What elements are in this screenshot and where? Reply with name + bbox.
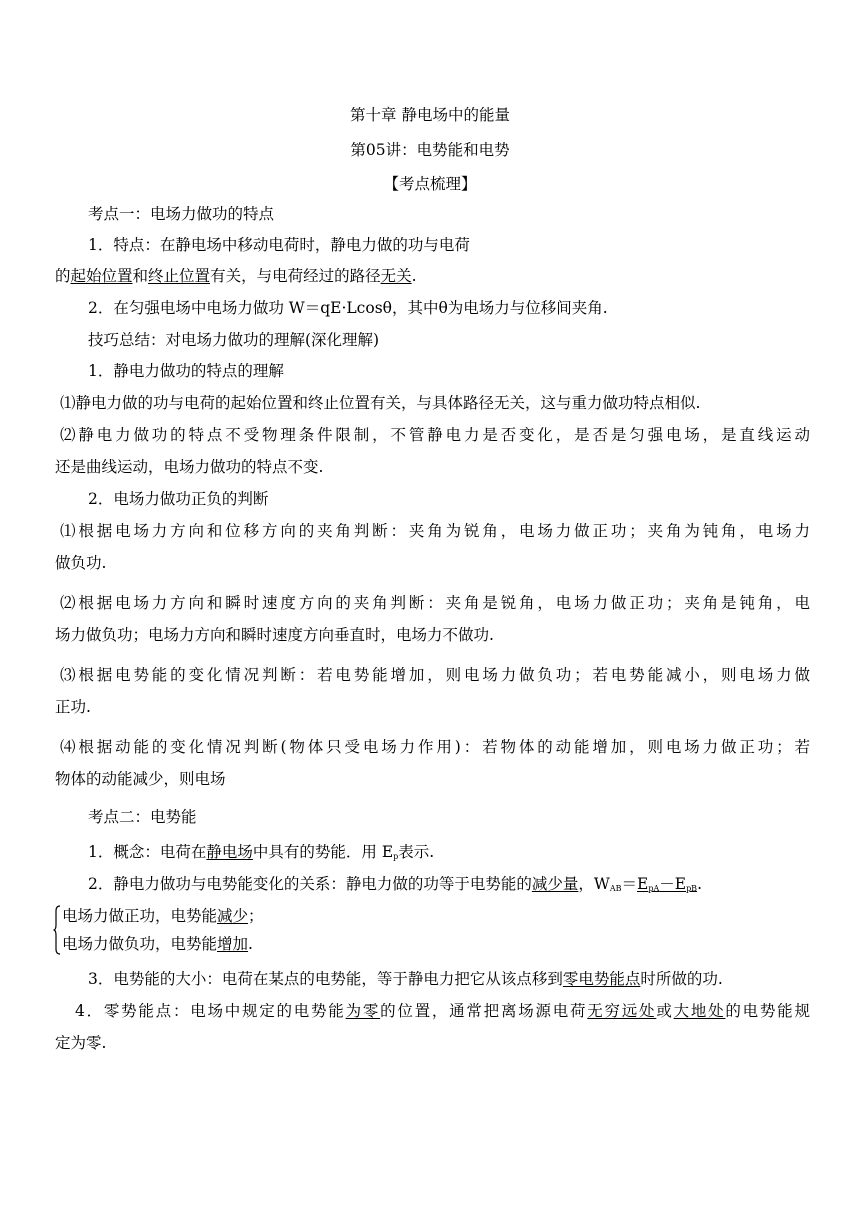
underlined-electrostatic-field: 静电场 [206,843,253,861]
section-heading: 【考点梳理】 [383,175,477,193]
underlined-start-position: 起始位置 [70,267,133,285]
skill1-para2-line1: ⑵静电力做功的特点不受物理条件限制，不管静电力是否变化，是否是匀强电场，是直线运动 [60,426,810,444]
point2-title: 考点二：电势能 [88,808,197,826]
underlined-end-position: 终止位置 [148,267,211,285]
chapter-title: 第十章 静电场中的能量 [350,106,510,124]
underlined-infinity: 无穷远处 [587,1002,657,1020]
underlined-decrease-amount: 减少量 [531,875,579,893]
skill2-para1-line1: ⑴根据电场力方向和位移方向的夹角判断：夹角为锐角，电场力做正功；夹角为钝角，电场力 [60,522,810,540]
skill2-para2-line1: ⑵根据电场力方向和瞬时速度方向的夹角判断：夹角是锐角，电场力做正功；夹角是钝角，电 [60,594,810,612]
point2-item4-line2: 定为零. [55,1034,107,1052]
underlined-earth: 大地处 [673,1002,726,1020]
lecture-title: 第05讲：电势能和电势 [350,141,510,159]
skill1-para2-line2: 还是曲线运动，电场力做功的特点不变. [55,458,324,476]
skill2-para3-line2: 正功. [55,698,91,716]
skill-title: 技巧总结：对电场力做功的理解(深化理解) [88,331,380,349]
underlined-irrelevant: 无关 [380,267,412,285]
skill2-para4-line2: 物体的动能减少，则电场 [55,770,226,788]
skill2-para2-line2: 场力做负功；电场力方向和瞬时速度方向垂直时，电场力不做功. [55,626,494,644]
point2-item1: 1．概念：电荷在静电场中具有的势能．用 $E_p$表示. [88,843,435,861]
point2-item3: 3．电势能的大小：电荷在某点的电势能，等于静电力把它从该点移到零电势能点时所做的功. [88,970,723,988]
skill2-para1-line2: 做负功. [55,554,107,572]
skill2-para4-line1: ⑷根据动能的变化情况判断(物体只受电场力作用)：若物体的动能增加，则电场力做正功；若 [60,738,810,756]
point1-title: 考点一：电场力做功的特点 [88,205,275,223]
point2-case-positive: 电场力做正功，电势能减少； [62,907,264,925]
skill2-title: 2．电场力做功正负的判断 [88,490,269,508]
underlined-decrease: 减少 [217,907,249,925]
point1-item1-line1: 1．特点：在静电场中移动电荷时，静电力做的功与电荷 [88,236,470,254]
underlined-zero: 为零 [345,1002,381,1020]
left-brace-icon [53,905,61,955]
underlined-increase: 增加 [217,935,249,953]
point1-item1-line2: 的起始位置和终止位置有关，与电荷经过的路径无关. [55,267,417,285]
skill2-para3-line1: ⑶根据电势能的变化情况判断：若电势能增加，则电场力做负功；若电势能减小，则电场力做 [60,666,810,684]
point1-item2: 2．在匀强电场中电场力做功 W＝qE·Lcosθ，其中θ为电场力与位移间夹角. [88,299,608,317]
skill1-title: 1．静电力做功的特点的理解 [88,362,284,380]
underlined-zero-point: 零电势能点 [562,970,641,988]
skill1-para1: ⑴静电力做的功与电荷的起始位置和终止位置有关，与具体路径无关，这与重力做功特点相似. [60,394,701,412]
point2-item2: 2．静电力做功与电势能变化的关系：静电力做的功等于电势能的减少量，$W_{AB}=E_{pA}-E_{pB}$. [88,875,702,893]
point2-item4-line1: 4．零势能点：电场中规定的电势能为零的位置，通常把离场源电荷无穷远处或大地处的电势能规 [75,1002,810,1020]
point2-case-negative: 电场力做负功，电势能增加. [62,935,253,953]
formula-epa-epb: $E_{pA}-E_{pB}$ [637,875,698,893]
